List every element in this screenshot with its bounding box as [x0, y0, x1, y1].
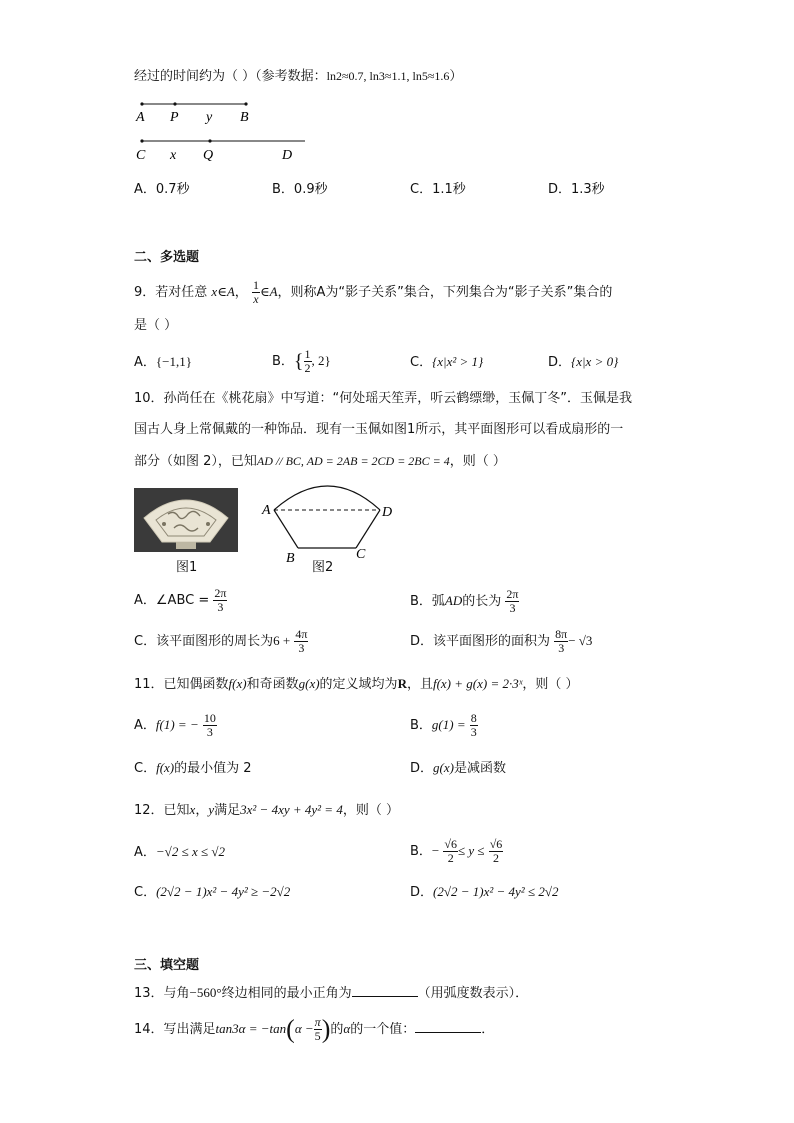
q12-equation: 3x² − 4xy + 4y² = 4 [240, 802, 343, 817]
q11a-num: 10 [203, 711, 216, 725]
q12-option-c [134, 883, 290, 902]
q9-option-c [410, 353, 483, 372]
point-c [140, 139, 143, 142]
point-p [173, 102, 176, 105]
q14-text-b: 的 [330, 1022, 344, 1037]
q10-option-c-six: 6 + [273, 633, 291, 648]
q12-option-b-math: ≤ y ≤ [458, 843, 485, 858]
q9-option-d-math: {x|x > 0} [571, 354, 619, 369]
q9-option-b-rest: , 2} [311, 353, 331, 368]
q10-line1: 10．孙尚任在《桃花扇》中写道：“何处瑶天笙弄，听云鹤缥缈，玉佩丁冬”．玉佩是我 [134, 391, 633, 406]
q9-option-b-half [304, 348, 312, 375]
q11-option-b [410, 710, 478, 740]
q9-option-c-label: C． [410, 355, 433, 370]
q11-option-a-frac [203, 712, 217, 739]
fig2-label-a: A [262, 503, 271, 518]
q12-stem-c: ，则（ ） [342, 803, 399, 818]
q10-line3-a: 部分（如图 2），已知 [134, 454, 257, 469]
q10d-den: 3 [558, 641, 565, 655]
q11-option-d [410, 759, 506, 778]
figure2-sector-diagram [258, 476, 398, 568]
label-y: y [206, 110, 213, 125]
q9-option-b-label: B． [272, 354, 294, 369]
q10-option-c [134, 626, 308, 656]
q11b-den: 3 [470, 725, 477, 739]
q11-option-c-label: C． [134, 761, 157, 776]
q13-answer-blank[interactable] [352, 984, 418, 997]
q10-option-b-frac [505, 588, 519, 615]
q11b-num: 8 [470, 711, 477, 725]
q8-segment-figure [130, 96, 320, 166]
q11-equation: f(x) + g(x) = 2·3ˣ [432, 676, 523, 691]
figure1-caption: 图1 [176, 560, 198, 575]
q11-gx: g(x) [298, 676, 320, 691]
q14-left-paren: ( [286, 1014, 295, 1044]
q9-frac-num: 1 [252, 278, 259, 292]
q9-option-b [272, 346, 331, 376]
section-multiple-choice-title: 二、多选题 [134, 250, 200, 265]
point-q [208, 139, 211, 142]
q14-line [134, 1012, 494, 1046]
q10-line3 [134, 452, 506, 471]
q9-option-a-label: A． [134, 355, 156, 370]
q14-text-a: 14．写出满足 [134, 1022, 216, 1037]
q14-frac-num: π [314, 1015, 321, 1029]
q11-option-c [134, 759, 252, 778]
q9-var-x: x [211, 284, 218, 299]
q12-option-c-label: C． [134, 885, 157, 900]
fig2-label-b: B [286, 551, 295, 566]
label-p: P [170, 110, 179, 125]
q12b-den-r: 2 [492, 851, 499, 865]
q10-option-b [410, 586, 519, 616]
q8-close: ） [449, 69, 463, 84]
q10-option-d-tail: − √3 [568, 633, 593, 648]
q10b-den: 3 [509, 601, 516, 615]
q11-option-c-math: f(x) [156, 760, 175, 775]
q11-and: 和奇函数 [246, 677, 299, 692]
q12-option-d [410, 883, 558, 902]
q12b-den-l: 2 [447, 851, 454, 865]
q8-option-a: A．0.7秒 [134, 182, 190, 197]
q10a-num: 2π [214, 586, 227, 600]
q12-var-y: y [208, 802, 215, 817]
point-b [244, 102, 247, 105]
q14-text-c: 的一个值： [350, 1022, 416, 1037]
q10-option-a-frac [213, 587, 227, 614]
q10-option-d-text: D．该平面图形的面积为 [410, 634, 551, 649]
q12-sep: ， [195, 803, 209, 818]
side-cd [356, 510, 380, 548]
q12-stem [134, 801, 399, 820]
q11-stem-b: 的定义域均为 [319, 677, 398, 692]
q9-option-d-label: D． [548, 355, 572, 370]
q12b-num-l: √6 [444, 837, 457, 851]
q11-option-b-label: B． [410, 718, 432, 733]
q12-option-d-label: D． [410, 885, 434, 900]
q11-stem [134, 675, 579, 694]
q14-alpha: α [343, 1021, 351, 1036]
q11-option-a [134, 710, 217, 740]
q9-set-a: A [226, 284, 235, 299]
q10b-num: 2π [506, 587, 519, 601]
q12-option-c-math: (2√2 − 1)x² − 4y² ≥ −2√2 [156, 884, 291, 899]
jade-pendant-photo [134, 488, 238, 552]
q10-option-b-arc: AD [444, 593, 463, 608]
q9-option-b-brace: { [293, 350, 304, 373]
q9-option-c-math: {x|x² > 1} [432, 354, 484, 369]
q10-option-a [134, 586, 227, 616]
q8-tail-text: 经过的时间约为（ ）（参考数据： [134, 69, 327, 84]
label-d: D [282, 148, 293, 163]
jade-pendant-drawing [134, 488, 238, 552]
label-q: Q [203, 148, 214, 163]
q14-right-paren: ) [321, 1014, 331, 1044]
q9-in: ∈ [217, 284, 227, 299]
q8-option-b: B．0.9秒 [272, 182, 328, 197]
label-c: C [136, 148, 146, 163]
q9-option-a-math: {−1,1} [155, 354, 192, 369]
q11-stem-d: ，则（ ） [522, 677, 579, 692]
q11-real-set: R [397, 676, 407, 691]
q12-option-a-label: A． [134, 845, 156, 860]
q12b-num-r: √6 [489, 837, 503, 851]
figure2-caption: 图2 [312, 560, 334, 575]
q11a-den: 3 [206, 725, 213, 739]
q9-set-a-2: A [269, 284, 278, 299]
q9-stem-line2: 是（ ） [134, 318, 178, 333]
q11-option-b-frac [470, 712, 478, 739]
q12-var-x: x [189, 802, 196, 817]
q14-answer-blank[interactable] [415, 1020, 481, 1033]
q12-option-b-label: B． [410, 844, 432, 859]
q13-text-c: （用弧度数表示）． [417, 986, 529, 1001]
q10-line2: 国古人身上常佩戴的一种饰品．现有一玉佩如图1所示，其平面图形可以看成扇形的一 [134, 422, 624, 437]
q14-alpha-minus: α − [294, 1021, 314, 1036]
q12-option-b-frac-left [443, 838, 458, 865]
q14-tan-expr: tan3α = −tan [215, 1021, 287, 1036]
arc-ad [274, 486, 380, 510]
q13-text-b: 终边相同的最小正角为 [221, 986, 352, 1001]
q12-option-b-frac-right [489, 838, 504, 865]
q10-option-c-frac [294, 628, 308, 655]
q9-half-den: 2 [304, 361, 311, 375]
fig2-label-d: D [382, 505, 393, 520]
q10c-den: 3 [298, 641, 305, 655]
q11-option-c-text: 的最小值为 2 [174, 761, 252, 776]
q11-option-d-label: D． [410, 761, 434, 776]
label-b: B [240, 110, 249, 125]
q14-end: ． [481, 1022, 495, 1037]
q9-stem-a: 9．若对任意 [134, 285, 208, 300]
fig2-label-c: C [356, 547, 366, 562]
q11-fx: f(x) [228, 676, 247, 691]
q9-option-d [548, 353, 618, 372]
q9-comma: ， [234, 285, 248, 300]
q14-frac-den: 5 [314, 1029, 321, 1043]
q10-line3-math: AD // BC, AD = 2AB = 2CD = 2BC = 4 [256, 454, 450, 468]
q10c-num: 4π [295, 627, 308, 641]
q10-option-c-text: C．该平面图形的周长为 [134, 634, 274, 649]
q12-option-b [410, 834, 503, 868]
q9-in-2: ∈ [259, 284, 270, 299]
q9-stem [134, 279, 612, 305]
q9-half-num: 1 [304, 347, 311, 361]
q10a-den: 3 [217, 600, 224, 614]
q11-stem-c: ，且 [406, 677, 433, 692]
q9-fraction-1-over-x [252, 279, 260, 306]
q11-option-a-math: f(1) = − [155, 717, 199, 732]
label-a: A [136, 110, 145, 125]
q12-option-a-math: −√2 ≤ x ≤ √2 [155, 844, 225, 859]
q9-stem-c: ，则称A为“影子关系”集合，下列集合为“影子关系”集合的 [277, 285, 613, 300]
q12-option-d-math: (2√2 − 1)x² − 4y² ≤ 2√2 [433, 884, 559, 899]
q10-option-a-text: A．∠ABC = [134, 593, 210, 608]
q9-option-a [134, 353, 192, 372]
q9-frac-den: x [253, 292, 259, 306]
q10-option-d [410, 626, 592, 656]
q10-line3-b: ，则（ ） [449, 454, 506, 469]
q8-tail [134, 67, 462, 86]
point-a [140, 102, 143, 105]
q11-option-d-text: 是减函数 [453, 761, 506, 776]
q13-text-a: 13．与角 [134, 986, 190, 1001]
q10-option-b-text2: 的长为 [462, 594, 502, 609]
q12-option-b-minus: − [431, 843, 440, 858]
q8-option-c: C．1.1秒 [410, 182, 466, 197]
label-x: x [170, 148, 177, 163]
q11-option-d-math: g(x) [433, 760, 454, 775]
q11-option-b-math: g(1) = [431, 717, 466, 732]
q11-option-a-label: A． [134, 718, 156, 733]
q12-stem-b: 满足 [214, 803, 241, 818]
q13-angle: −560° [189, 985, 222, 1000]
q12-stem-a: 12．已知 [134, 803, 190, 818]
q10d-num: 8π [555, 627, 568, 641]
q11-stem-a: 11．已知偶函数 [134, 677, 229, 692]
q8-ref-data: ln2≈0.7, ln3≈1.1, ln5≈1.6 [326, 69, 450, 83]
side-ab [274, 510, 298, 548]
section-fill-blank-title: 三、填空题 [134, 958, 200, 973]
q8-option-d: D．1.3秒 [548, 182, 605, 197]
q14-pi-over-5 [314, 1016, 322, 1043]
q12-option-a [134, 843, 225, 862]
q13-line [134, 984, 528, 1003]
q10-option-d-frac [554, 628, 568, 655]
q10-option-b-text: B．弧 [410, 594, 445, 609]
